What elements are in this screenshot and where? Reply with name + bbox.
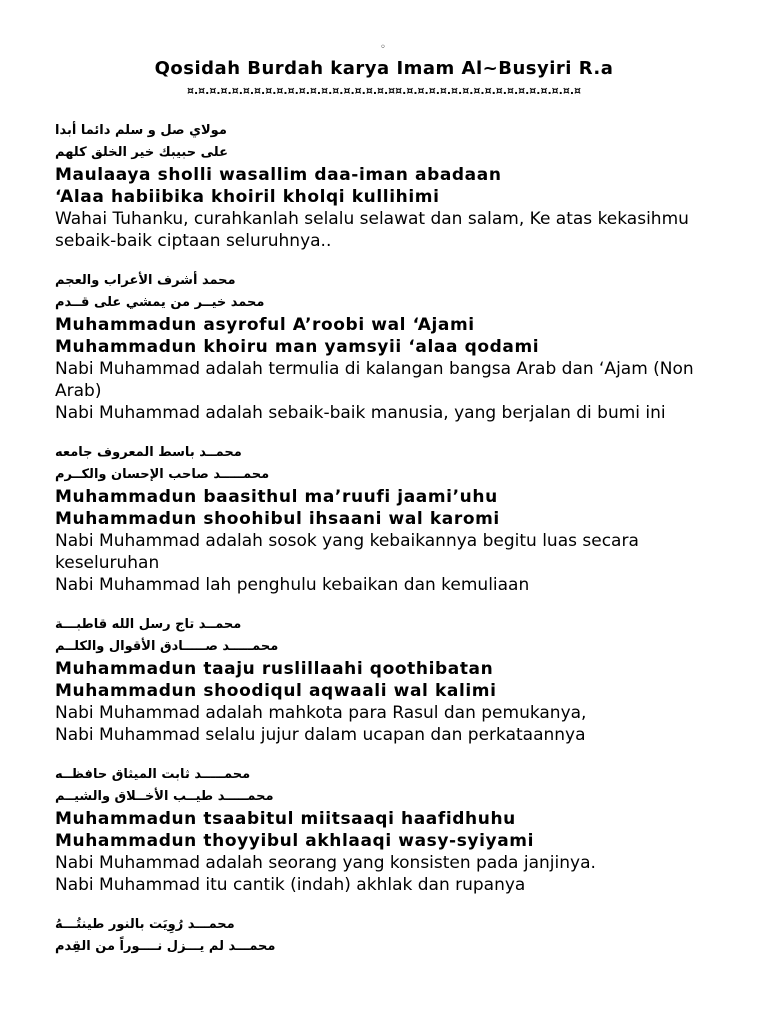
- latin-line: Muhammadun taaju ruslillaahi qoothibatan: [55, 659, 494, 679]
- latin-line: Muhammadun tsaabitul miitsaaqi haafidhuhu: [55, 809, 516, 829]
- stanza-1: [55, 120, 715, 252]
- page-title: Qosidah Burdah karya Imam Al~Busyiri R.a: [154, 58, 614, 79]
- latin-line: ‘Alaa habiibika khoiril kholqi kullihimi: [55, 187, 440, 207]
- latin-line: Maulaaya sholli wasallim daa-iman abadaan: [55, 165, 502, 185]
- arabic-line: محمد خيــر من يمشي على قــدم: [55, 295, 265, 310]
- arabic-line: محمــد باسط المعروف جامعه: [55, 445, 242, 460]
- translation-line: Nabi Muhammad lah penghulu kebaikan dan kemuliaan: [55, 575, 530, 595]
- arabic-line: محمـــد رُوِيَت بالنور طينتُـــهُ: [55, 917, 235, 932]
- latin-line: Muhammadun shoohibul ihsaani wal karomi: [55, 509, 500, 529]
- translation-line: Nabi Muhammad adalah sebaik-baik manusia, yang berjalan di bumi ini: [55, 403, 666, 423]
- poem-content: [55, 120, 715, 976]
- latin-line: Muhammadun thoyyibul akhlaaqi wasy-syiyami: [55, 831, 535, 851]
- arabic-line: مولاي صل و سلم دائما أبدا: [55, 123, 227, 138]
- latin-line: Muhammadun baasithul ma’ruufi jaami’uhu: [55, 487, 498, 507]
- translation-line: Nabi Muhammad adalah termulia di kalangan bangsa Arab dan ‘Ajam (Non Arab): [55, 359, 694, 401]
- translation-line: Nabi Muhammad itu cantik (indah) akhlak dan rupanya: [55, 875, 526, 895]
- latin-line: Muhammadun khoiru man yamsyii ‘alaa qodami: [55, 337, 540, 357]
- translation-line: Nabi Muhammad adalah sosok yang kebaikannya begitu luas secara keseluruhan: [55, 531, 639, 573]
- stanza-5: [55, 764, 715, 896]
- arabic-line: محمـــــد طيــب الأخــلاق والشيــم: [55, 789, 274, 804]
- ornament-divider: ¤.¤.¤.¤.¤.¤.¤.¤.¤.¤.¤.¤.¤.¤.¤.¤.¤.¤.¤¤.¤.¤.¤.¤.¤.¤.¤.¤.¤.¤.¤.¤.¤.¤.¤.¤: [186, 84, 582, 97]
- stanza-3: [55, 442, 715, 596]
- stanza-4: [55, 614, 715, 746]
- stanza-6: [55, 914, 715, 958]
- arabic-line: محمـــــد صـــــادق الأقوال والكلــم: [55, 639, 279, 654]
- arabic-line: على حبيبك خير الخلق كلهم: [55, 145, 228, 160]
- arabic-line: محمــد تاج رسل الله قاطبـــة: [55, 617, 242, 632]
- latin-line: Muhammadun shoodiqul aqwaali wal kalimi: [55, 681, 497, 701]
- latin-line: Muhammadun asyroful A’roobi wal ‘Ajami: [55, 315, 475, 335]
- translation-line: Nabi Muhammad adalah seorang yang konsisten pada janjinya.: [55, 853, 596, 873]
- arabic-line: محمـــــد ثابت الميثاق حافظــه: [55, 767, 251, 782]
- header-dot: ◦: [380, 42, 386, 53]
- arabic-line: محمد أشرف الأعراب والعجم: [55, 273, 236, 288]
- stanza-2: [55, 270, 715, 424]
- translation-line: Nabi Muhammad selalu jujur dalam ucapan dan perkataannya: [55, 725, 586, 745]
- arabic-line: محمـــــد صاحب الإحسان والكــرم: [55, 467, 270, 482]
- translation-line: Wahai Tuhanku, curahkanlah selalu selawat dan salam, Ke atas kekasihmu sebaik-baik ciptaan seluruhnya..: [55, 209, 689, 251]
- arabic-line: محمـــد لم يـــزل نــــوراً من القِدم: [55, 939, 276, 954]
- translation-line: Nabi Muhammad adalah mahkota para Rasul dan pemukanya,: [55, 703, 587, 723]
